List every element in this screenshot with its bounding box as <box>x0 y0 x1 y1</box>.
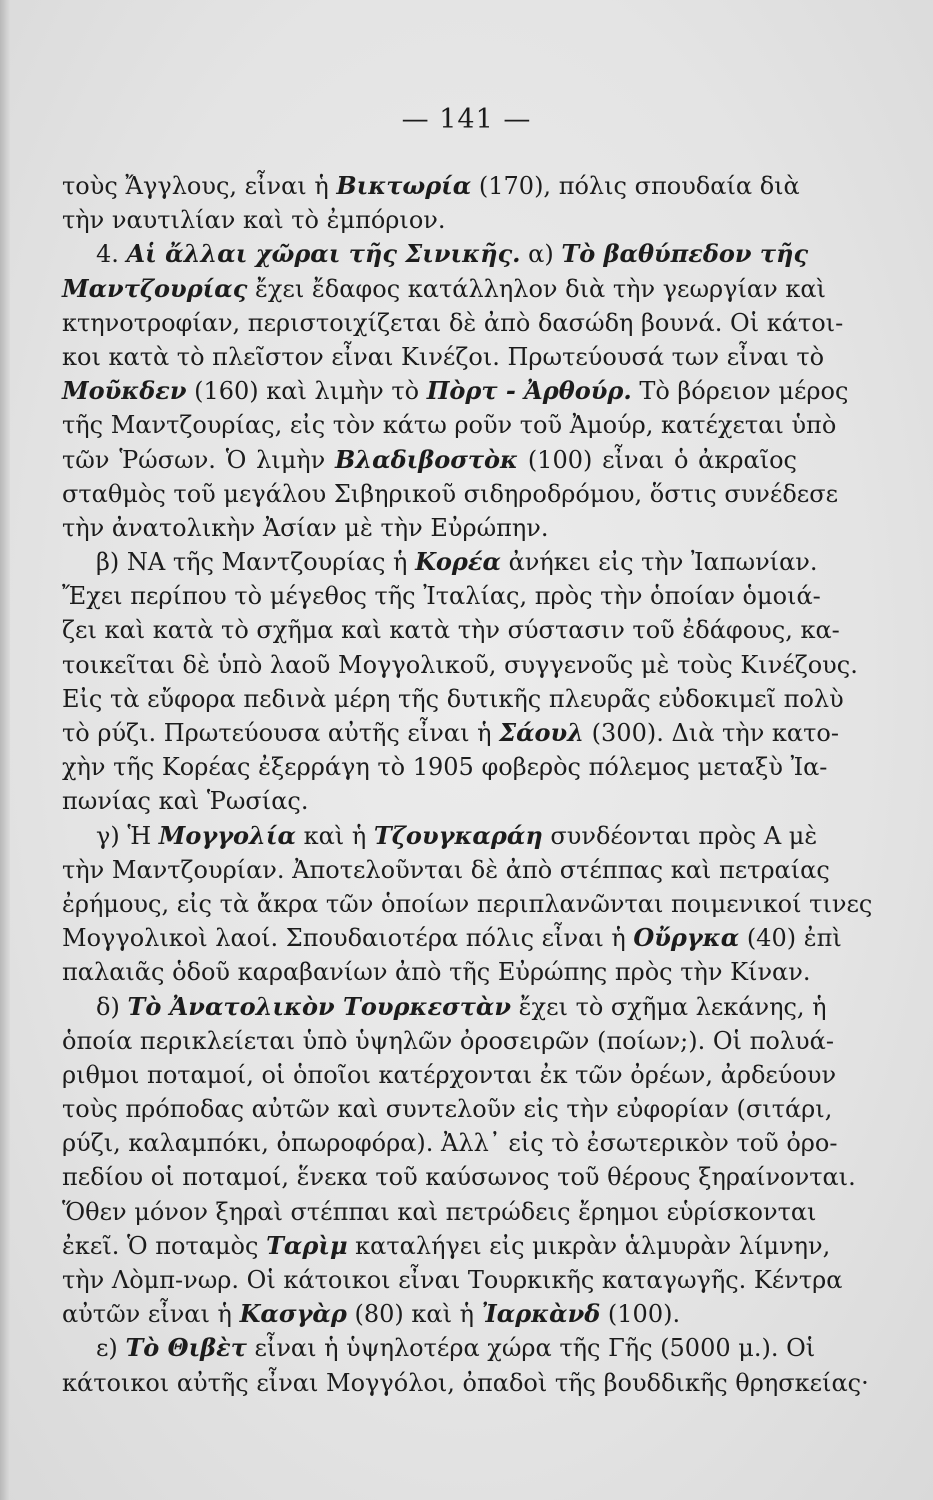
text-segment: τὴν ναυτιλίαν καὶ τὸ ἐμπόριον. <box>62 206 446 235</box>
text-segment: (80) καὶ ἡ <box>346 1300 482 1329</box>
text-line <box>62 340 825 374</box>
emphasized-term: Σάουλ <box>499 718 585 747</box>
text-line <box>62 1331 816 1365</box>
text-line <box>62 1297 797 1331</box>
text-segment: (170), πόλις σπουδαία διὰ <box>471 172 800 200</box>
text-line <box>62 887 873 921</box>
text-segment: τὸ ρύζι. Πρωτεύουσα αὐτῆς εἶναι ἡ <box>62 719 500 747</box>
text-segment: ρύζι, καλαμπόκι, ὀπωροφόρα). Ἀλλ᾿ εἰς τὸ ἐσωτερικὸν τοῦ ὀρο- <box>62 1129 838 1158</box>
emphasized-term: Τὸ Ἀνατολικὸν Τουρκεστὰν <box>127 991 512 1021</box>
emphasized-term: Τζουγκαράη <box>373 820 543 850</box>
text-line <box>62 682 844 716</box>
text-line <box>62 408 837 442</box>
text-segment: τοικεῖται δὲ ὑπὸ λαοῦ Μογγολικοῦ, συγγενοῦς μὲ τοὺς Κινέζους. <box>62 650 858 679</box>
text-segment: δ) <box>96 992 128 1021</box>
text-segment: αὐτῶν εἶναι ἡ <box>62 1300 240 1329</box>
text-segment: σταθμὸς τοῦ μεγάλου Σιβηρικοῦ σιδηροδρόμου, ὅστις συνέδεσε <box>62 479 839 508</box>
text-line <box>62 1195 817 1229</box>
text-line <box>62 579 821 613</box>
text-segment: τῶν Ῥώσων. Ὁ λιμὴν <box>62 445 336 474</box>
text-segment: τὴν Μαντζουρίαν. Ἀποτελοῦνται δὲ ἀπὸ στέππας καὶ πετραίας <box>62 855 830 884</box>
text-segment: ὁποία περικλείεται ὑπὸ ὑψηλῶν ὀροσειρῶν (ποίων;). Οἱ πολυά- <box>62 1026 834 1055</box>
text-segment: χὴν τῆς Κορέας ἐξερράγη τὸ 1905 φοβερὸς πόλεμος μεταξὺ Ἰα- <box>62 753 828 782</box>
text-line <box>62 1160 856 1194</box>
text-segment: (100) εἶναι ὁ ἀκραῖος <box>518 445 797 474</box>
text-segment: ἀνήκει εἰς τὴν Ἰαπωνίαν. <box>500 548 818 577</box>
text-line <box>62 1024 834 1058</box>
text-line <box>62 237 809 271</box>
emphasized-term: Μοῦκδεν <box>62 376 187 406</box>
text-line <box>62 853 830 887</box>
text-line <box>62 169 800 203</box>
emphasized-term: Κορέα <box>415 547 501 577</box>
text-segment: (40) ἐπὶ <box>739 924 842 953</box>
text-line <box>62 1126 838 1160</box>
text-line <box>62 1092 833 1126</box>
emphasized-term: Βικτωρία <box>336 171 472 200</box>
text-segment: α) <box>520 240 562 269</box>
text-segment: τὴν ἀνατολικὴν Ἀσίαν μὲ τὴν Εὐρώπην. <box>62 513 549 542</box>
emphasized-term: Κασγὰρ <box>239 1299 347 1329</box>
text-segment: καὶ ἡ <box>295 821 374 850</box>
binding-edge <box>0 0 10 1500</box>
text-line <box>62 203 797 237</box>
text-segment: κτηνοτροφίαν, περιστοιχίζεται δὲ ἀπὸ δασώδη βουνά. Οἱ κάτοι- <box>62 308 844 337</box>
text-line <box>62 477 839 511</box>
text-line <box>62 648 858 682</box>
text-segment: Τὸ βόρειον μέρος <box>631 377 849 406</box>
text-line <box>62 1058 837 1092</box>
text-segment: ε) <box>96 1334 126 1363</box>
text-segment: τοὺς Ἄγγλους, εἶναι ἡ <box>62 172 337 200</box>
emphasized-term: Βλαδιβοστὸκ <box>335 444 519 474</box>
text-segment: ριθμοι ποταμοί, οἱ ὁποῖοι κατέρχονται ἐκ τῶν ὀρέων, ἀρδεύουν <box>62 1060 837 1089</box>
text-segment: καταλήγει εἰς μικρὰν ἁλμυρὰν λίμνην, <box>347 1231 831 1260</box>
text-segment: τῆς Μαντζουρίας, εἰς τὸν κάτω ροῦν τοῦ Ἀμούρ, κατέχεται ὑπὸ <box>62 411 837 440</box>
text-segment: ζει καὶ κατὰ τὸ σχῆμα καὶ κατὰ τὴν σύστασιν τοῦ ἐδάφους, κα- <box>62 616 840 645</box>
text-segment: ἔχει ἔδαφος κατάλληλον διὰ τὴν γεωργίαν καὶ <box>247 274 826 303</box>
text-line <box>62 511 797 545</box>
text-segment: ἐρήμους, εἰς τὰ ἄκρα τῶν ὁποίων περιπλανῶνται ποιμενικοί τινες <box>62 889 873 918</box>
text-segment: (160) καὶ λιμὴν τὸ <box>186 377 427 406</box>
emphasized-term: Ταρὶμ <box>266 1230 348 1260</box>
page-number: — 141 — <box>401 104 532 135</box>
body-text <box>62 169 873 1400</box>
text-segment: πεδίου οἱ ποταμοί, ἕνεκα τοῦ καύσωνος τοῦ θέρους ξηραίνονται. <box>62 1163 856 1192</box>
text-segment: κάτοικοι αὐτῆς εἶναι Μογγόλοι, ὀπαδοὶ τῆς βουδδικῆς θρησκείας· <box>62 1368 869 1397</box>
text-segment: ἔχει τὸ σχῆμα λεκάνης, ἡ <box>511 992 827 1021</box>
emphasized-term: Αἱ ἄλλαι χῶραι τῆς Σινικῆς. <box>126 239 521 269</box>
emphasized-term: Μογγολία <box>158 820 296 850</box>
emphasized-term: Πὸρτ - Ἀρθούρ. <box>426 376 632 406</box>
text-line <box>62 921 842 955</box>
text-line <box>62 1263 843 1297</box>
text-segment: Ἔχει περίπου τὸ μέγεθος τῆς Ἰταλίας, πρὸς τὴν ὁποίαν ὁμοιά- <box>62 582 821 611</box>
text-segment: (100). <box>600 1300 681 1329</box>
text-segment: ἐκεῖ. Ὁ ποταμὸς <box>62 1231 267 1260</box>
text-segment: πωνίας καὶ Ῥωσίας. <box>62 787 309 816</box>
text-line <box>62 990 827 1024</box>
text-segment: παλαιᾶς ὁδοῦ καραβανίων ἀπὸ τῆς Εὐρώπης πρὸς τὴν Κίναν. <box>62 958 811 987</box>
emphasized-term: Τὸ Θιβὲτ <box>125 1333 247 1363</box>
text-line <box>62 716 839 750</box>
text-segment: εἶναι ἡ ὑψηλοτέρα χώρα τῆς Γῆς (5000 μ.). Οἱ <box>246 1334 816 1363</box>
text-line <box>62 750 828 784</box>
text-segment: 4. <box>96 240 127 269</box>
text-segment: (300). Διὰ τὴν κατο- <box>584 719 839 747</box>
emphasized-term: Ἰαρκὰνδ <box>481 1299 601 1329</box>
text-segment: β) ΝΑ τῆς Μαντζουρίας ἡ <box>96 548 416 577</box>
text-line <box>62 443 797 477</box>
text-segment: συνδέονται πρὸς Α μὲ <box>542 821 818 850</box>
text-segment: γ) Ἡ <box>96 821 159 850</box>
text-segment: κοι κατὰ τὸ πλεῖστον εἶναι Κινέζοι. Πρωτεύουσά των εἶναι τὸ <box>62 342 825 371</box>
text-line <box>62 306 844 340</box>
text-segment: Ὅθεν μόνον ξηραὶ στέππαι καὶ πετρώδεις ἔρημοι εὑρίσκονται <box>62 1197 817 1226</box>
text-segment: τὴν Λὸμπ-νωρ. Οἱ κάτοικοι εἶναι Τουρκικῆς καταγωγῆς. Κέντρα <box>62 1266 843 1294</box>
text-segment: Εἰς τὰ εὔφορα πεδινὰ μέρη τῆς δυτικῆς πλευρᾶς εὐδοκιμεῖ πολὺ <box>62 684 844 713</box>
text-line <box>62 374 849 408</box>
text-line <box>62 784 797 818</box>
text-line <box>62 819 818 853</box>
text-line <box>62 1229 831 1263</box>
text-line <box>62 545 818 579</box>
text-segment: Μογγολικοὶ λαοί. Σπουδαιοτέρα πόλις εἶναι ἡ <box>62 924 634 953</box>
emphasized-term: Μαντζουρίας <box>62 273 248 303</box>
text-segment: τοὺς πρόποδας αὐτῶν καὶ συντελοῦν εἰς τὴν εὐφορίαν (σιτάρι, <box>62 1095 833 1124</box>
text-line <box>62 613 840 647</box>
text-line <box>62 272 826 306</box>
emphasized-term: Τὸ βαθύπεδον τῆς <box>561 239 809 269</box>
text-line <box>62 955 811 989</box>
text-line <box>62 1366 869 1400</box>
emphasized-term: Οὔργκα <box>633 923 740 953</box>
